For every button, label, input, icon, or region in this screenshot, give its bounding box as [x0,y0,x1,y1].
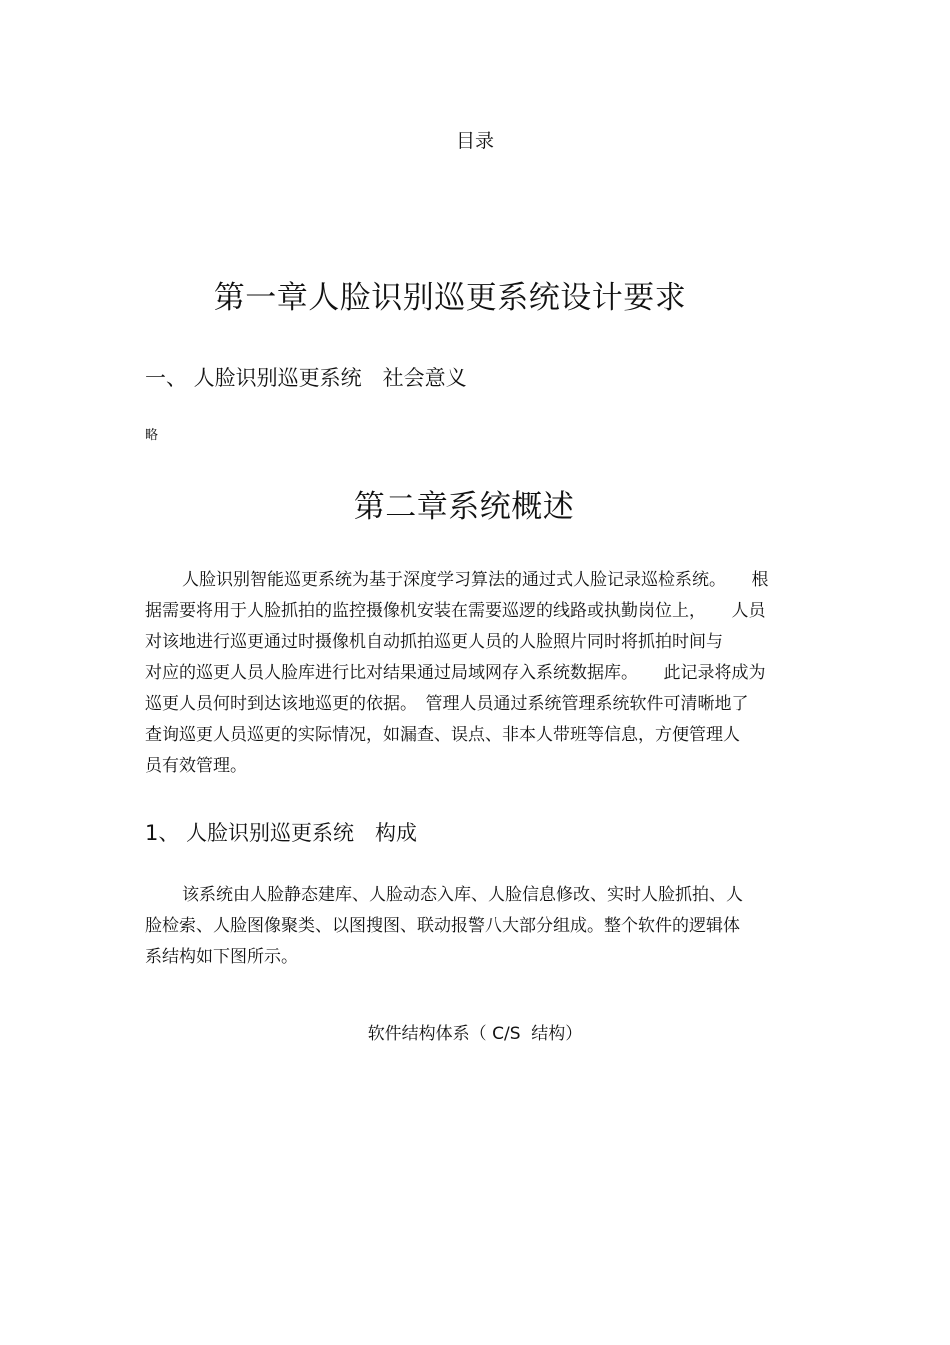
paragraph-line: 该系统由人脸静态建库、人脸动态入库、人脸信息修改、实时人脸抓拍、人 [182,885,743,905]
paragraph-line: 对应的巡更人员人脸库进行比对结果通过局域网存入系统数据库。 此记录将成为 [145,663,766,683]
paragraph-line: 脸检索、人脸图像聚类、以图搜图、联动报警八大部分组成。整个软件的逻辑体 [145,916,740,936]
paragraph-line: 人脸识别智能巡更系统为基于深度学习算法的通过式人脸记录巡检系统。 根 [182,570,769,590]
chapter-1-section-1-heading: 一、 人脸识别巡更系统 社会意义 [145,366,467,390]
chapter-1-section-1-content: 略 [145,428,159,443]
paragraph-line: 员有效管理。 [145,756,247,776]
paragraph-line: 对该地进行巡更通过时摄像机自动抓拍巡更人员的人脸照片同时将抓拍时间与 [145,632,723,652]
paragraph-line: 巡更人员何时到达该地巡更的依据。 管理人员通过系统管理系统软件可清晰地了 [145,694,749,714]
paragraph-line: 据需要将用于人脸抓拍的监控摄像机安装在需要巡逻的线路或执勤岗位上， 人员 [145,601,766,621]
paragraph-line: 查询巡更人员巡更的实际情况，如漏查、误点、非本人带班等信息，方便管理人 [145,725,740,745]
figure-caption: 软件结构体系（ C/S 结构） [367,1024,583,1044]
chapter-2-section-1-paragraph [145,880,815,973]
toc-title: 目录 [455,130,494,152]
paragraph-line: 系结构如下图所示。 [145,947,298,967]
chapter-1-title: 第一章人脸识别巡更系统设计要求 [213,280,687,316]
chapter-2-title: 第二章系统概述 [353,489,575,525]
chapter-2-paragraph-1 [145,565,815,782]
chapter-2-section-1-heading: 1、 人脸识别巡更系统 构成 [145,821,418,845]
